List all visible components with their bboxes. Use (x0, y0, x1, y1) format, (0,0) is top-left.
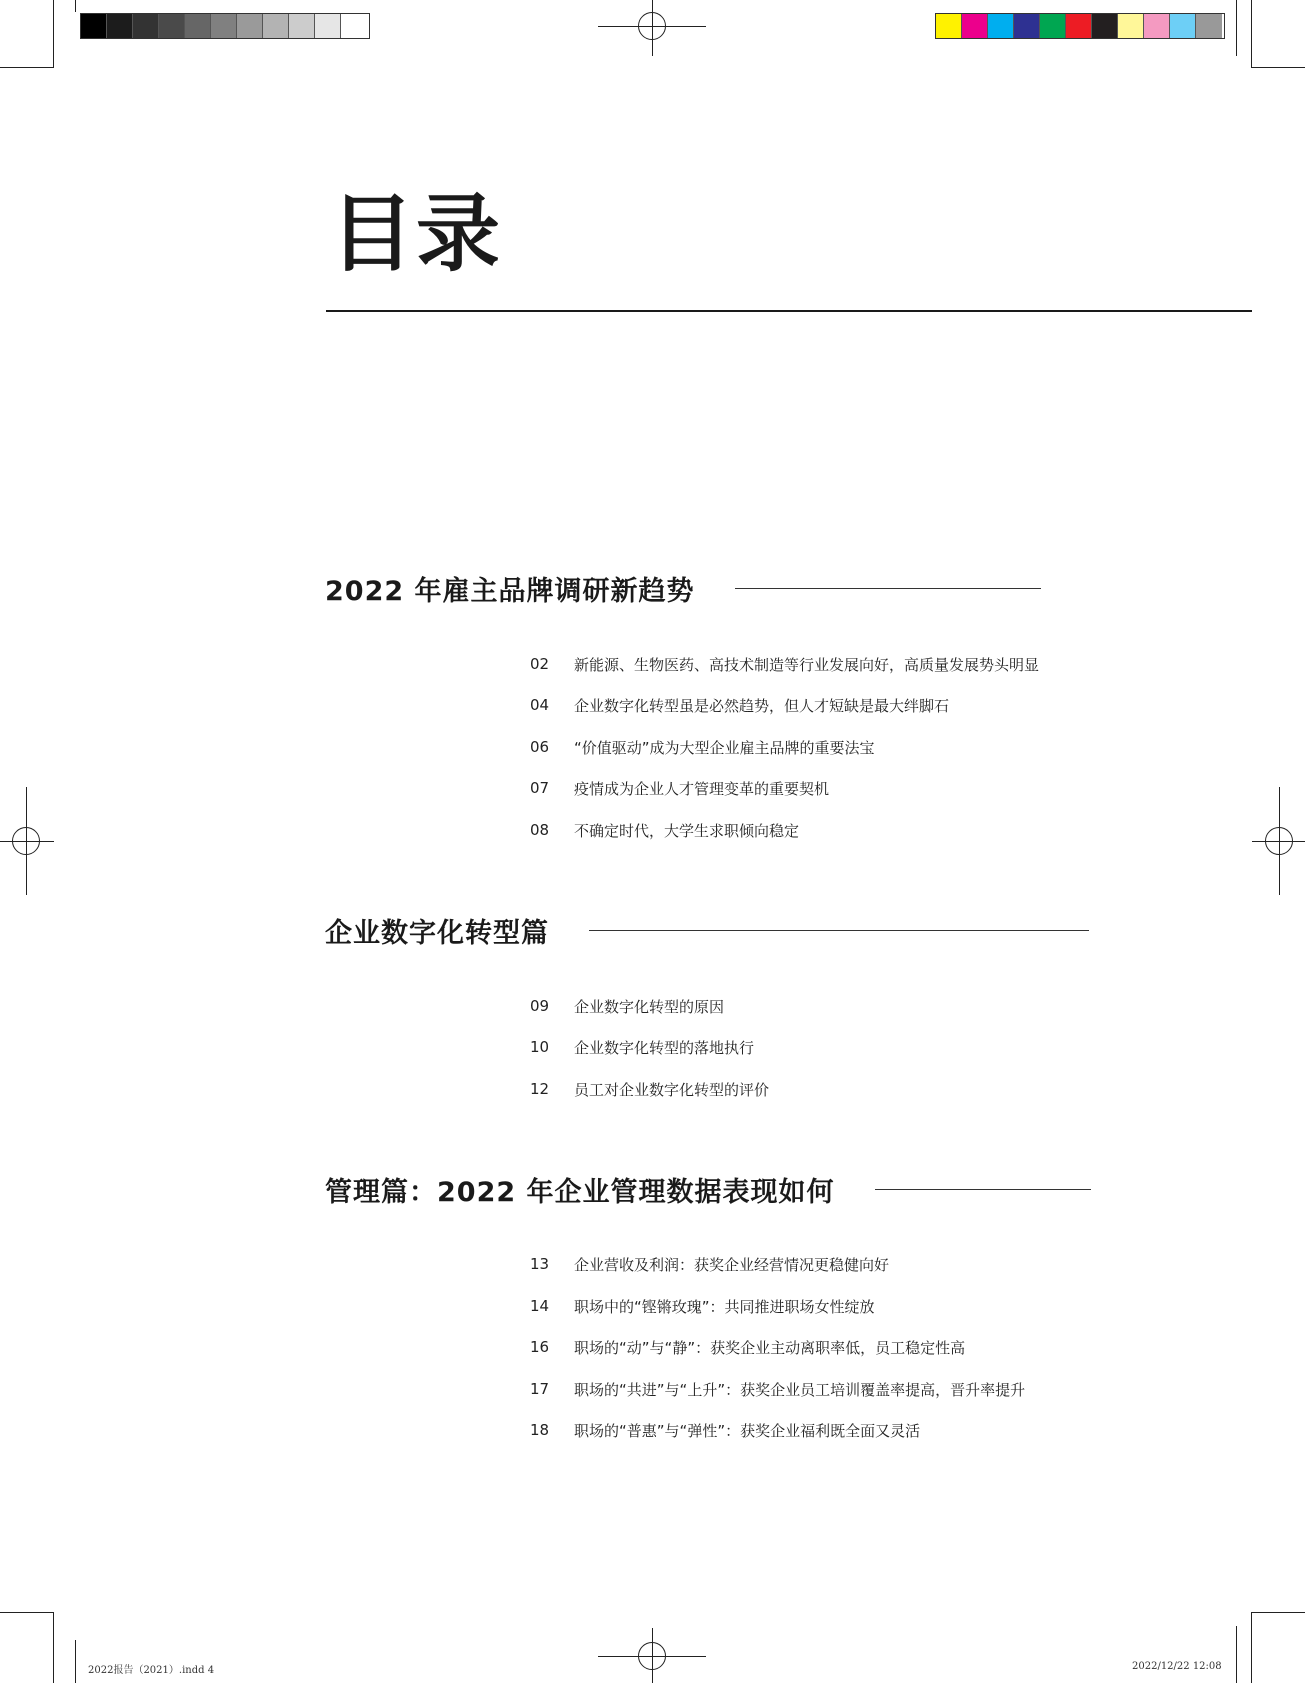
toc-entry-title: 企业数字化转型虽是必然趋势，但人才短缺是最大绊脚石 (574, 696, 950, 715)
crop-mark (53, 1612, 54, 1683)
toc-entry-title: 职场的“共进”与“上升”：获奖企业员工培训覆盖率提高，晋升率提升 (574, 1380, 1026, 1399)
color-swatch (107, 14, 133, 38)
toc-page-number: 04 (530, 696, 550, 714)
toc-page-number: 09 (530, 997, 550, 1015)
color-swatch (1118, 14, 1144, 38)
color-swatch (341, 14, 367, 38)
print-slug-left: 2022报告（2021）.indd 4 (88, 1665, 215, 1676)
toc-page-number: 02 (530, 655, 550, 673)
toc-entry[interactable] (530, 1294, 875, 1318)
color-swatch (936, 14, 962, 38)
toc-entry-title: 新能源、生物医药、高技术制造等行业发展向好，高质量发展势头明显 (574, 655, 1040, 674)
color-swatch (1066, 14, 1092, 38)
crop-mark (1236, 0, 1237, 56)
toc-page-number: 13 (530, 1255, 550, 1273)
toc-entry[interactable] (530, 1252, 889, 1276)
section-heading-text: 企业数字化转型篇 (325, 917, 549, 949)
color-swatch (133, 14, 159, 38)
section-heading-text: 管理篇：2022 年企业管理数据表现如何 (325, 1176, 835, 1208)
section-heading (325, 1169, 1091, 1209)
color-swatch (1144, 14, 1170, 38)
toc-entry[interactable] (530, 1077, 769, 1101)
toc-entry-title: 企业数字化转型的落地执行 (574, 1038, 755, 1057)
toc-page-number: 14 (530, 1297, 550, 1315)
toc-entry-title: 不确定时代，大学生求职倾向稳定 (574, 821, 800, 840)
print-slug-right: 2022/12/22 12:08 (1132, 1661, 1222, 1672)
toc-entry[interactable] (530, 652, 1039, 676)
toc-entry[interactable] (530, 1377, 1025, 1401)
color-swatch (263, 14, 289, 38)
crop-mark (53, 0, 54, 68)
toc-page-number: 18 (530, 1421, 550, 1439)
color-swatch (962, 14, 988, 38)
color-swatch (1092, 14, 1118, 38)
toc-entry[interactable] (530, 1418, 920, 1442)
color-swatch (1170, 14, 1196, 38)
toc-page-number: 17 (530, 1380, 550, 1398)
color-swatch (81, 14, 107, 38)
section-rule (875, 1189, 1091, 1190)
crop-mark (1236, 1626, 1237, 1683)
section-rule (589, 930, 1089, 931)
toc-page-number: 08 (530, 821, 550, 839)
color-swatch (211, 14, 237, 38)
crop-mark (0, 1612, 54, 1613)
toc-page-number: 12 (530, 1080, 550, 1098)
toc-entry[interactable] (530, 776, 829, 800)
crop-mark (75, 0, 76, 12)
color-swatch (1014, 14, 1040, 38)
color-swatch (185, 14, 211, 38)
title-underline (326, 310, 1252, 312)
toc-entry[interactable] (530, 1335, 965, 1359)
section-heading (325, 910, 1089, 950)
toc-entry[interactable] (530, 735, 875, 759)
toc-page-number: 16 (530, 1338, 550, 1356)
process-color-bar (935, 13, 1225, 39)
color-swatch (988, 14, 1014, 38)
toc-entry-title: 企业营收及利润：获奖企业经营情况更稳健向好 (574, 1255, 890, 1274)
toc-page-number: 10 (530, 1038, 550, 1056)
crop-mark (0, 67, 54, 68)
color-swatch (1040, 14, 1066, 38)
toc-entry[interactable] (530, 994, 724, 1018)
toc-entry-title: 职场的“动”与“静”：获奖企业主动离职率低，员工稳定性高 (574, 1338, 966, 1357)
toc-entry[interactable] (530, 1035, 754, 1059)
toc-page-number: 07 (530, 779, 550, 797)
crop-mark (1251, 1612, 1305, 1613)
crop-mark (1251, 1612, 1252, 1683)
toc-entry-title: 职场的“普惠”与“弹性”：获奖企业福利既全面又灵活 (574, 1421, 921, 1440)
toc-entry[interactable] (530, 818, 799, 842)
toc-entry-title: 员工对企业数字化转型的评价 (574, 1080, 770, 1099)
toc-entry-title: “价值驱动”成为大型企业雇主品牌的重要法宝 (574, 738, 875, 757)
section-heading-text: 2022 年雇主品牌调研新趋势 (325, 575, 695, 607)
section-heading (325, 568, 1041, 608)
page-title: 目录 (330, 185, 503, 283)
grayscale-color-bar (80, 13, 370, 39)
crop-mark (1251, 67, 1305, 68)
crop-mark (1251, 0, 1252, 68)
crop-mark (75, 1640, 76, 1683)
toc-entry-title: 疫情成为企业人才管理变革的重要契机 (574, 779, 830, 798)
color-swatch (289, 14, 315, 38)
color-swatch (315, 14, 341, 38)
color-swatch (1196, 14, 1222, 38)
section-rule (735, 588, 1041, 589)
color-swatch (237, 14, 263, 38)
toc-page-number: 06 (530, 738, 550, 756)
toc-entry-title: 职场中的“铿锵玫瑰”：共同推进职场女性绽放 (574, 1297, 875, 1316)
toc-entry[interactable] (530, 693, 949, 717)
color-swatch (159, 14, 185, 38)
toc-entry-title: 企业数字化转型的原因 (574, 997, 725, 1016)
